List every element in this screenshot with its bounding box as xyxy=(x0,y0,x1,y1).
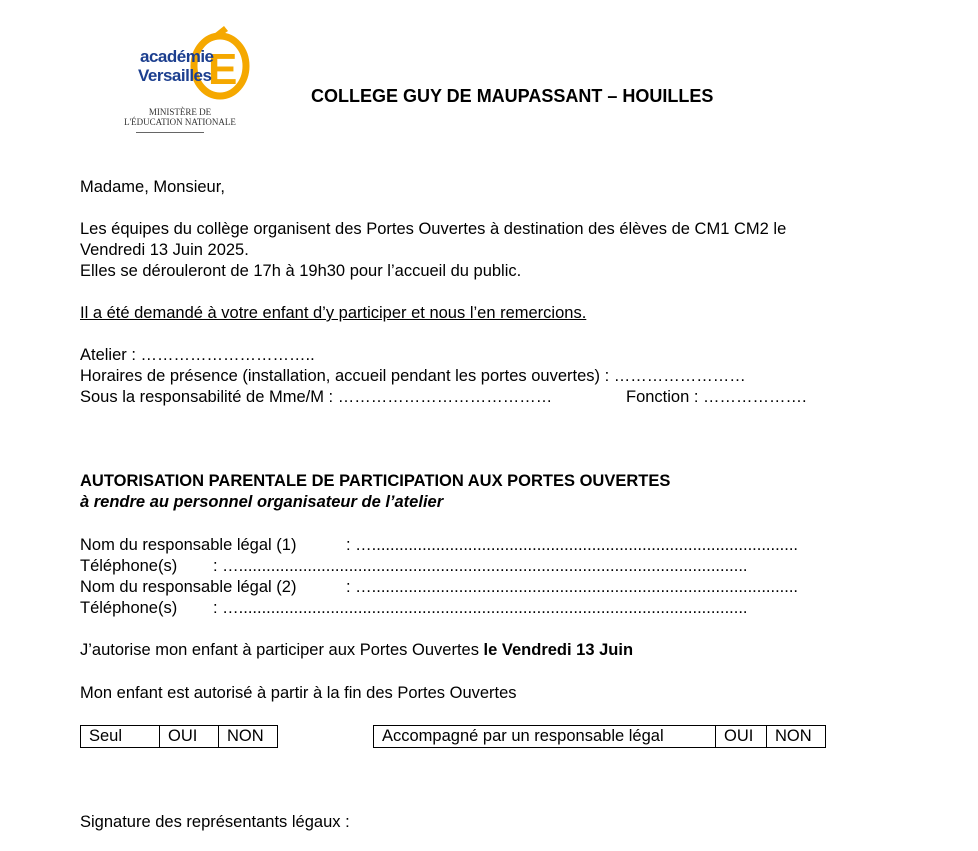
option-alone-no[interactable]: NON xyxy=(219,726,278,748)
logo-ministry-line2: L'ÉDUCATION NATIONALE xyxy=(124,117,236,127)
logo-divider xyxy=(136,132,204,133)
atelier-line: Atelier : ………………………….. xyxy=(80,346,315,364)
authorization-title: AUTORISATION PARENTALE DE PARTICIPATION AUX PORTES OUVERTES xyxy=(80,472,671,490)
academie-versailles-logo xyxy=(100,22,260,138)
logo-ministry-line1: MINISTÈRE DE xyxy=(148,107,212,117)
svg-text:E: E xyxy=(208,45,238,94)
para1-line2: Vendredi 13 Juin 2025. xyxy=(80,241,249,259)
nom2-label: Nom du responsable légal (2) xyxy=(80,578,297,596)
tel2-dots: : …............................................................................................................... xyxy=(213,599,748,617)
logo-text-academie: académie xyxy=(140,47,214,66)
horaires-line: Horaires de présence (installation, accueil pendant les portes ouvertes) : …………………… xyxy=(80,367,746,385)
leave-text: Mon enfant est autorisé à partir à la fin des Portes Ouvertes xyxy=(80,684,517,702)
tel2-label: Téléphone(s) xyxy=(80,599,178,617)
option-alone-label: Seul xyxy=(81,726,160,748)
option-alone-yes[interactable]: OUI xyxy=(160,726,219,748)
para1-line3: Elles se dérouleront de 17h à 19h30 pour l’accueil du public. xyxy=(80,262,522,280)
para1-line1: Les équipes du collège organisent des Portes Ouvertes à destination des élèves de CM1 CM2 le xyxy=(80,220,787,238)
responsabilite-line: Sous la responsabilité de Mme/M : ………………………………… xyxy=(80,388,553,406)
option-accompanied-label: Accompagné par un responsable légal xyxy=(374,726,716,748)
greeting: Madame, Monsieur, xyxy=(80,178,225,196)
option-accompanied-yes[interactable]: OUI xyxy=(716,726,767,748)
tel1-dots: : …............................................................................................................... xyxy=(213,557,748,575)
consent-prefix: J’autorise mon enfant à participer aux Portes Ouvertes xyxy=(80,641,484,659)
nom2-dots: : …............................................................................................. xyxy=(346,578,799,596)
fonction-line: Fonction : ………………. xyxy=(626,388,807,406)
option-accompanied-no[interactable]: NON xyxy=(767,726,826,748)
authorization-subtitle: à rendre au personnel organisateur de l’atelier xyxy=(80,493,444,511)
option-alone-table xyxy=(80,725,278,748)
signature-line: Signature des représentants légaux : xyxy=(80,813,350,831)
consent-date: le Vendredi 13 Juin xyxy=(483,641,634,659)
tel1-label: Téléphone(s) xyxy=(80,557,178,575)
nom1-label: Nom du responsable légal (1) xyxy=(80,536,297,554)
logo-text-versailles: Versailles xyxy=(138,66,212,85)
consent-line xyxy=(80,640,633,661)
nom1-dots: : …............................................................................................. xyxy=(346,536,799,554)
option-accompanied-table xyxy=(373,725,826,748)
thanks-underlined: Il a été demandé à votre enfant d’y participer et nous l’en remercions. xyxy=(80,304,587,322)
school-title: COLLEGE GUY DE MAUPASSANT – HOUILLES xyxy=(311,86,714,106)
